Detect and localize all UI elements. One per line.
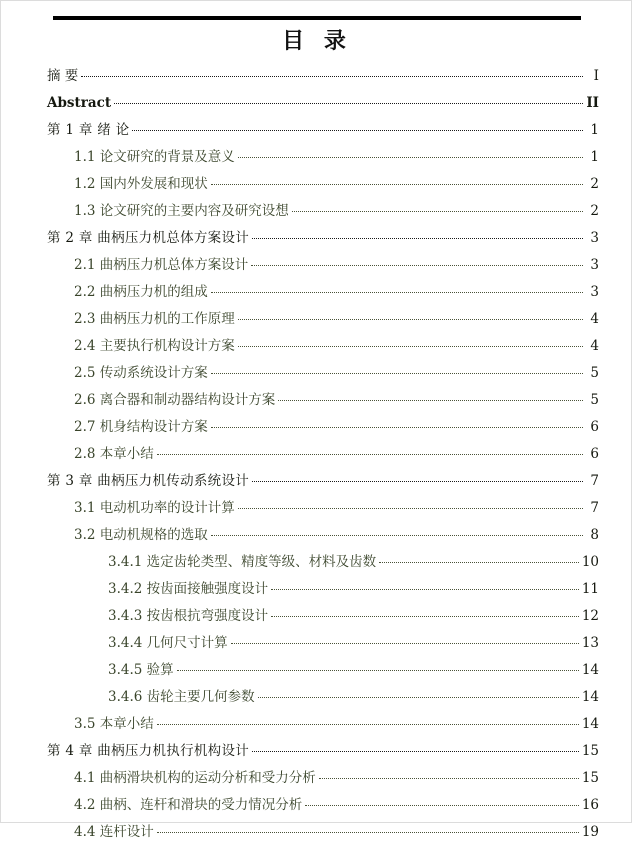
toc-leader-dots xyxy=(271,607,579,620)
toc-leader-dots xyxy=(81,67,583,80)
toc-entry-page-number: 3 xyxy=(590,230,599,246)
toc-entry-page-number: 12 xyxy=(581,608,599,624)
toc-entry-page-number: 2 xyxy=(590,176,599,192)
toc-entry-label: 2.6 离合器和制动器结构设计方案 xyxy=(74,392,276,408)
toc-leader-dots xyxy=(211,283,583,296)
toc-entry-label: 1.2 国内外发展和现状 xyxy=(74,176,208,192)
toc-entry-label: 3.2 电动机规格的选取 xyxy=(74,527,208,543)
toc-entry[interactable] xyxy=(47,117,599,144)
toc-entry[interactable] xyxy=(47,657,599,684)
toc-entry-label: 2.3 曲柄压力机的工作原理 xyxy=(74,311,235,327)
toc-entry-page-number: 3 xyxy=(590,284,599,300)
toc-leader-dots xyxy=(132,121,583,134)
toc-entry[interactable] xyxy=(47,792,599,819)
toc-entry-page-number: 1 xyxy=(590,149,599,165)
toc-entry-label: 4.4 连杆设计 xyxy=(74,824,154,840)
header-rule xyxy=(53,16,581,20)
toc-leader-dots xyxy=(157,445,583,458)
toc-entry[interactable] xyxy=(47,414,599,441)
toc-entry-label: 3.4.3 按齿根抗弯强度设计 xyxy=(108,608,269,624)
toc-entry[interactable] xyxy=(47,252,599,279)
toc-entry-label: 3.5 本章小结 xyxy=(74,716,154,732)
toc-leader-dots xyxy=(211,175,583,188)
toc-entry[interactable] xyxy=(47,765,599,792)
toc-entry-label: 3.4.2 按齿面接触强度设计 xyxy=(108,581,269,597)
toc-leader-dots xyxy=(251,256,583,269)
toc-entry[interactable] xyxy=(47,198,599,225)
toc-entry-page-number: 14 xyxy=(581,689,599,705)
toc-entry-page-number: 4 xyxy=(590,338,599,354)
toc-entry[interactable] xyxy=(47,738,599,765)
toc-entry[interactable] xyxy=(47,495,599,522)
toc-leader-dots xyxy=(231,634,579,647)
toc-entry-label: 2.2 曲柄压力机的组成 xyxy=(74,284,208,300)
toc-entry-label: 3.4.5 验算 xyxy=(108,662,174,678)
toc-entry-label: 2.7 机身结构设计方案 xyxy=(74,419,208,435)
toc-entry-label: 3.4.4 几何尺寸计算 xyxy=(108,635,228,651)
toc-entry[interactable] xyxy=(47,279,599,306)
toc-entry[interactable] xyxy=(47,360,599,387)
toc-entry-label: 4.1 曲柄滑块机构的运动分析和受力分析 xyxy=(74,770,316,786)
toc-entry-label: 3.4.6 齿轮主要几何参数 xyxy=(108,689,255,705)
toc-leader-dots xyxy=(258,688,579,701)
toc-entry-page-number: 3 xyxy=(590,257,599,273)
toc-entry[interactable] xyxy=(47,468,599,495)
toc-leader-dots xyxy=(271,580,579,593)
toc-entry-page-number: 2 xyxy=(590,203,599,219)
toc-entry[interactable] xyxy=(47,819,599,846)
toc-entry[interactable] xyxy=(47,441,599,468)
toc-entry-page-number: 11 xyxy=(581,581,599,597)
toc-entry[interactable] xyxy=(47,711,599,738)
toc-entry-label: 2.8 本章小结 xyxy=(74,446,154,462)
toc-entry[interactable] xyxy=(47,630,599,657)
toc-entry[interactable] xyxy=(47,576,599,603)
toc-entry-page-number: 6 xyxy=(590,446,599,462)
toc-entry-page-number: 1 xyxy=(590,122,599,138)
toc-leader-dots xyxy=(114,94,583,107)
toc-entry[interactable] xyxy=(47,306,599,333)
toc-leader-dots xyxy=(292,202,583,215)
toc-entry-page-number: 14 xyxy=(581,716,599,732)
toc-entry-page-number: 15 xyxy=(581,743,599,759)
toc-leader-dots xyxy=(278,391,583,404)
toc-entry[interactable] xyxy=(47,603,599,630)
toc-leader-dots xyxy=(157,715,579,728)
toc-leader-dots xyxy=(238,148,583,161)
toc-entry[interactable] xyxy=(47,522,599,549)
toc-entry-label: 3.4.1 选定齿轮类型、精度等级、材料及齿数 xyxy=(108,554,377,570)
toc-entry[interactable] xyxy=(47,684,599,711)
toc-entry-page-number: 10 xyxy=(581,554,599,570)
toc-entry-page-number: 19 xyxy=(581,824,599,840)
toc-entry-page-number: 13 xyxy=(581,635,599,651)
toc-entry-page-number: 16 xyxy=(581,797,599,813)
toc-entry-page-number: 8 xyxy=(590,527,599,543)
toc-entry-label: 3.1 电动机功率的设计计算 xyxy=(74,500,235,516)
toc-leader-dots xyxy=(211,418,583,431)
toc-entry[interactable] xyxy=(47,171,599,198)
toc-entry[interactable] xyxy=(47,225,599,252)
toc-entry-page-number: 14 xyxy=(581,662,599,678)
page-title: 目 录 xyxy=(282,29,352,54)
toc-entry-label: 第 1 章 绪 论 xyxy=(47,122,130,138)
toc-entry-label: 第 2 章 曲柄压力机总体方案设计 xyxy=(47,230,250,246)
toc-leader-dots xyxy=(238,337,583,350)
toc-entry[interactable] xyxy=(47,144,599,171)
toc-entry-label: 2.5 传动系统设计方案 xyxy=(74,365,208,381)
toc-leader-dots xyxy=(157,823,579,836)
toc-entry-page-number: 15 xyxy=(581,770,599,786)
toc-leader-dots xyxy=(211,364,583,377)
toc-leader-dots xyxy=(379,553,579,566)
toc-entry-label: 1.3 论文研究的主要内容及研究设想 xyxy=(74,203,289,219)
toc-leader-dots xyxy=(305,796,579,809)
toc-entry[interactable] xyxy=(47,387,599,414)
toc-entry-page-number: I xyxy=(593,68,599,84)
toc-entry-page-number: 4 xyxy=(590,311,599,327)
toc-leader-dots xyxy=(252,229,583,242)
toc-entry[interactable] xyxy=(47,333,599,360)
toc-entry-label: 4.2 曲柄、连杆和滑块的受力情况分析 xyxy=(74,797,303,813)
toc-entry-page-number: 7 xyxy=(590,500,599,516)
toc-leader-dots xyxy=(252,742,579,755)
toc-entry[interactable] xyxy=(47,549,599,576)
toc-entry-page-number: 7 xyxy=(590,473,599,489)
toc-leader-dots xyxy=(319,769,579,782)
toc-entry-label: 第 3 章 曲柄压力机传动系统设计 xyxy=(47,473,250,489)
toc-entry-page-number: 5 xyxy=(590,365,599,381)
toc-leader-dots xyxy=(211,526,583,539)
toc-entry-page-number: 5 xyxy=(590,392,599,408)
toc-entry-label: Abstract xyxy=(47,95,112,111)
toc-entry-label: 2.1 曲柄压力机总体方案设计 xyxy=(74,257,249,273)
toc-leader-dots xyxy=(252,472,583,485)
toc-entry-label: 2.4 主要执行机构设计方案 xyxy=(74,338,235,354)
toc-entry[interactable] xyxy=(47,90,599,117)
toc-leader-dots xyxy=(238,310,583,323)
table-of-contents xyxy=(47,63,599,846)
toc-entry-label: 1.1 论文研究的背景及意义 xyxy=(74,149,235,165)
toc-leader-dots xyxy=(177,661,579,674)
toc-entry-page-number: 6 xyxy=(590,419,599,435)
toc-entry-label: 摘 要 xyxy=(47,68,79,84)
toc-entry[interactable] xyxy=(47,63,599,90)
toc-entry-page-number: II xyxy=(586,95,599,111)
toc-entry-label: 第 4 章 曲柄压力机执行机构设计 xyxy=(47,743,250,759)
toc-leader-dots xyxy=(238,499,583,512)
